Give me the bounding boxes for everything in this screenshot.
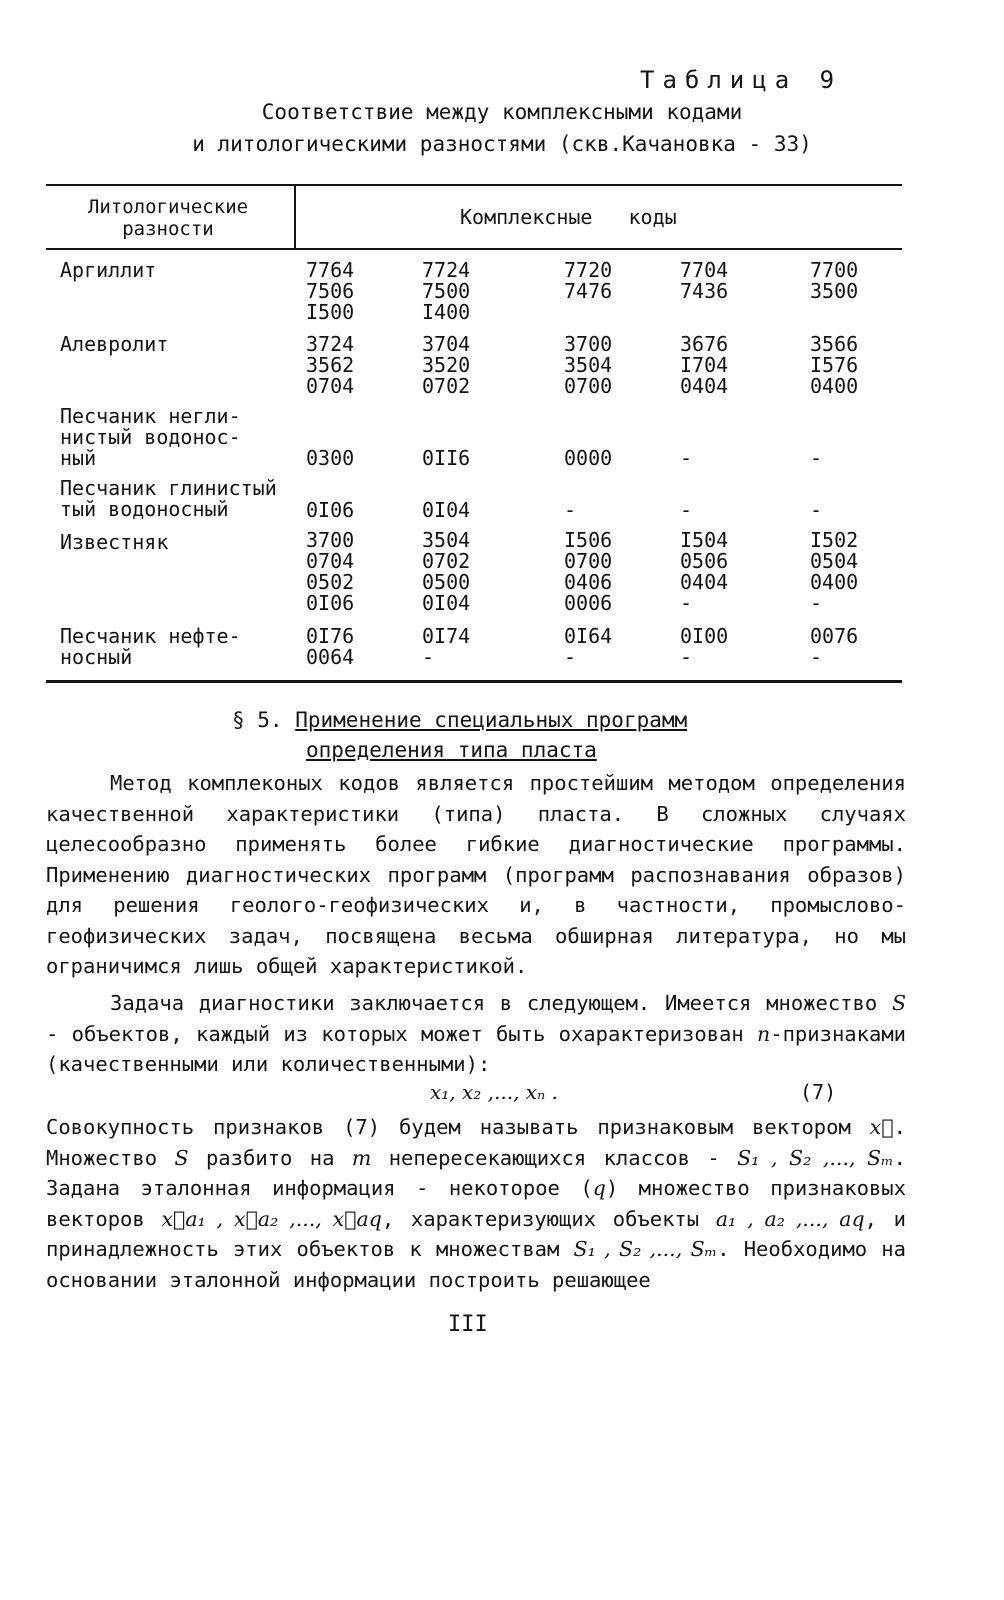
text-span: . Множество xyxy=(46,1115,906,1170)
math-expression: a₁ , a₂ ,..., aq xyxy=(715,1206,865,1231)
text-span: , и принадлежность этих объектов к множествам xyxy=(46,1206,907,1261)
math-expression: x⃗a₁ , x⃗a₂ ,..., x⃗aq xyxy=(161,1206,382,1231)
row-name-sandstone-clean: Песчаник негли- нистый водонос- ный xyxy=(60,404,241,470)
math-expression: S₁ , S₂ ,..., Sₘ xyxy=(737,1145,894,1170)
table-cell: 3676 I704 0404 xyxy=(680,332,729,398)
table-cell: I502 0504 0400 - xyxy=(810,528,859,615)
table-header-rule xyxy=(46,248,902,250)
table-cell: 0II6 xyxy=(422,446,471,470)
table-bottom-rule xyxy=(46,680,902,683)
column-header-lithology: Литологические разности xyxy=(87,196,249,240)
table-cell: I506 0700 0406 0006 xyxy=(564,528,613,615)
table-label: Таблица 9 xyxy=(640,66,843,94)
table-cell: 3704 3520 0702 xyxy=(422,332,471,398)
text-span: разбито на xyxy=(205,1145,335,1170)
section-title-line2: определения типа пласта xyxy=(306,738,597,762)
table-top-rule xyxy=(46,184,902,186)
table-cell: 7724 7500 I400 xyxy=(422,258,471,324)
table-header-divider xyxy=(294,186,296,248)
table-cell: 3566 I576 0400 xyxy=(810,332,859,398)
text-span: - объектов, каждый из которых может быть охарактеризован xyxy=(46,1021,744,1046)
row-name-sandstone-oil: Песчаник нефте- носный xyxy=(60,624,241,669)
table-cell: 0I64 - xyxy=(564,624,613,669)
table-cell: - xyxy=(680,498,693,522)
row-name-argillite: Аргиллит xyxy=(60,258,157,282)
section-heading-line2 xyxy=(306,738,597,762)
table-cell: - xyxy=(810,498,823,522)
section-title-line1: Применение специальных программ xyxy=(295,708,688,732)
table-cell: 0I00 - xyxy=(680,624,729,669)
text-span: . Необходимо на основании эталонной информации построить решающее xyxy=(46,1237,906,1292)
table-cell: 7720 7476 xyxy=(564,258,613,303)
table-cell: 0076 - xyxy=(810,624,859,669)
table-cell: 3700 0704 0502 0I06 xyxy=(306,528,355,615)
text-span: непересекающихся классов - xyxy=(388,1145,720,1170)
text-span: Задача диагностики заключается в следующем. Имеется множество xyxy=(110,991,878,1015)
math-symbol: n xyxy=(757,1021,771,1046)
row-name-sandstone-clay: Песчаник глинистый тый водоносный xyxy=(60,476,277,521)
math-expression: S₁ , S₂ ,..., Sₘ xyxy=(573,1237,718,1261)
section-number: § 5. xyxy=(232,708,283,732)
table-cell: 3700 3504 0700 xyxy=(564,332,613,398)
math-symbol: q xyxy=(592,1176,606,1200)
table-cell: 0I74 - xyxy=(422,624,471,669)
column-header-codes: Комплексные коды xyxy=(460,205,677,229)
table-cell: 7764 7506 I500 xyxy=(306,258,355,324)
formula-number: (7) xyxy=(800,1080,837,1104)
paragraph-2 xyxy=(46,988,906,1080)
table-cell: - xyxy=(810,446,823,470)
row-name-limestone: Известняк xyxy=(60,530,169,554)
text-span: , характеризующих объекты xyxy=(381,1206,700,1231)
text-span: . Задана эталонная информация - некоторое ( xyxy=(46,1145,907,1200)
table-cell: 0I04 xyxy=(422,498,471,522)
paragraph-1: Метод комплеконых кодов является простейшим методом определения качественной характеристики (типа) пласта. В сложных случаях целесообразно применять более гибкие диагностические программы. Применению диагностических программ (программ распознавания образов) для решения геолого-геофизических и, в частности, промыслово-геофизических задач, посвящена весьма обширная литература, но мы ограничимся лишь общей характеристикой. xyxy=(46,771,906,978)
table-cell: 0000 xyxy=(564,446,613,470)
row-name-siltstone: Алевролит xyxy=(60,332,169,356)
table-cell: 0300 xyxy=(306,446,355,470)
table-cell: 7700 3500 xyxy=(810,258,859,303)
table-cell: - xyxy=(564,498,577,522)
math-symbol: m xyxy=(351,1145,372,1170)
table-cell: 0I76 0064 xyxy=(306,624,355,669)
section-heading-line1 xyxy=(232,708,687,732)
table-cell: I504 0506 0404 - xyxy=(680,528,729,615)
table-cell: 0I06 xyxy=(306,498,355,522)
page-number: III xyxy=(448,1312,488,1337)
text-span: -признаками (качественными или количественными): xyxy=(46,1021,907,1076)
math-symbol: x⃗ xyxy=(869,1115,894,1139)
table-cell: 7704 7436 xyxy=(680,258,729,303)
table-cell: - xyxy=(680,446,693,470)
table-caption-line2: и литологическими разностями (скв.Качановка - 33) xyxy=(192,132,812,156)
table-cell: 3504 0702 0500 0I04 xyxy=(422,528,471,615)
text-span: Совокупность признаков (7) будем называть признаковым вектором xyxy=(46,1115,851,1139)
math-symbol: S xyxy=(174,1145,189,1170)
table-caption-line1: Соответствие между комплексными кодами xyxy=(261,100,743,124)
table-cell: 3724 3562 0704 xyxy=(306,332,355,398)
paragraph-3 xyxy=(46,1112,906,1295)
formula-expression: x₁, x₂ ,..., xₙ . xyxy=(430,1080,558,1104)
text-span: ) множество признаковых векторов xyxy=(46,1176,906,1231)
math-symbol: S xyxy=(891,991,906,1015)
